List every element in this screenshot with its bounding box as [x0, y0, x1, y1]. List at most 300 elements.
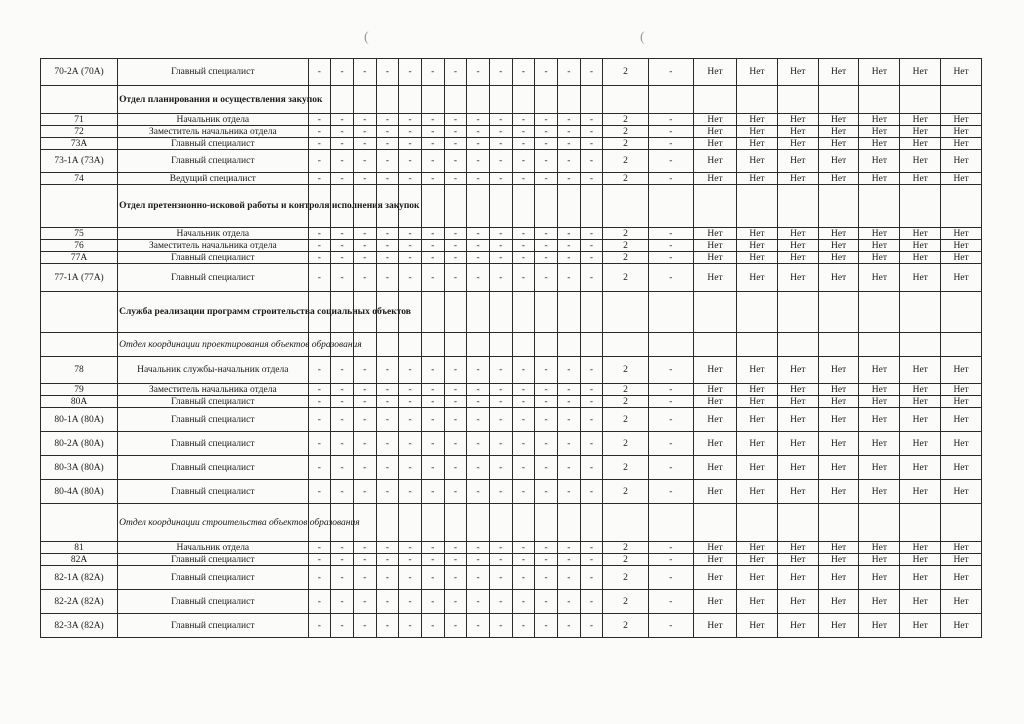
value-no-cell: Нет	[818, 114, 859, 126]
value-no-cell: Нет	[737, 384, 778, 396]
position-title: Главный специалист	[118, 590, 308, 614]
dash-cell: -	[421, 357, 444, 384]
value-no-cell: Нет	[859, 252, 900, 264]
dash-cell: -	[444, 173, 467, 185]
dash-cell: -	[535, 614, 558, 638]
value-no-cell: Нет	[737, 150, 778, 173]
dash-cell: -	[331, 228, 354, 240]
dash-cell: -	[580, 396, 603, 408]
value-no-cell: Нет	[818, 150, 859, 173]
dash-cell: -	[376, 228, 399, 240]
dash-cell: -	[648, 240, 693, 252]
value-no-cell: Нет	[900, 252, 941, 264]
position-title: Главный специалист	[118, 554, 308, 566]
dash-cell: -	[489, 357, 512, 384]
empty-cell	[777, 86, 818, 114]
value-no-cell: Нет	[900, 357, 941, 384]
value-no-cell: Нет	[818, 614, 859, 638]
dash-cell: -	[557, 264, 580, 292]
value-no-cell: Нет	[737, 408, 778, 432]
dash-cell: -	[648, 357, 693, 384]
dash-cell: -	[467, 456, 490, 480]
dash-cell: -	[353, 456, 376, 480]
table-row	[41, 252, 982, 264]
dash-cell: -	[557, 126, 580, 138]
table-row	[41, 480, 982, 504]
dash-cell: -	[308, 138, 331, 150]
dash-cell: -	[648, 264, 693, 292]
empty-cell	[900, 185, 941, 228]
value-cell: 2	[603, 114, 648, 126]
value-no-cell: Нет	[777, 138, 818, 150]
value-no-cell: Нет	[900, 240, 941, 252]
empty-cell	[941, 504, 982, 542]
dash-cell: -	[376, 432, 399, 456]
empty-cell	[859, 86, 900, 114]
dash-cell: -	[444, 480, 467, 504]
dash-cell: -	[353, 150, 376, 173]
dash-cell: -	[512, 173, 535, 185]
dash-cell: -	[489, 126, 512, 138]
dash-cell: -	[648, 566, 693, 590]
empty-cell	[693, 333, 736, 357]
empty-cell	[580, 504, 603, 542]
dash-cell: -	[376, 59, 399, 86]
dash-cell: -	[421, 126, 444, 138]
empty-cell	[603, 333, 648, 357]
dash-cell: -	[444, 456, 467, 480]
value-no-cell: Нет	[859, 228, 900, 240]
value-no-cell: Нет	[737, 554, 778, 566]
value-cell: 2	[603, 126, 648, 138]
value-no-cell: Нет	[900, 173, 941, 185]
value-no-cell: Нет	[737, 432, 778, 456]
value-no-cell: Нет	[900, 396, 941, 408]
position-title: Главный специалист	[118, 456, 308, 480]
value-no-cell: Нет	[737, 357, 778, 384]
table-row	[41, 590, 982, 614]
dash-cell: -	[648, 252, 693, 264]
dash-cell: -	[421, 252, 444, 264]
dash-cell: -	[376, 357, 399, 384]
dash-cell: -	[444, 252, 467, 264]
empty-cell	[376, 333, 399, 357]
value-no-cell: Нет	[737, 228, 778, 240]
empty-cell	[693, 86, 736, 114]
value-no-cell: Нет	[693, 173, 736, 185]
value-no-cell: Нет	[693, 126, 736, 138]
value-no-cell: Нет	[859, 357, 900, 384]
dash-cell: -	[444, 554, 467, 566]
dash-cell: -	[308, 554, 331, 566]
value-no-cell: Нет	[941, 566, 982, 590]
empty-cell	[512, 86, 535, 114]
empty-cell	[777, 504, 818, 542]
value-no-cell: Нет	[900, 554, 941, 566]
empty-cell	[818, 504, 859, 542]
empty-cell	[467, 333, 490, 357]
value-no-cell: Нет	[818, 264, 859, 292]
value-no-cell: Нет	[941, 138, 982, 150]
dash-cell: -	[308, 264, 331, 292]
dash-cell: -	[580, 480, 603, 504]
value-no-cell: Нет	[818, 480, 859, 504]
value-no-cell: Нет	[693, 432, 736, 456]
dash-cell: -	[648, 614, 693, 638]
dash-cell: -	[399, 173, 422, 185]
dash-cell: -	[421, 408, 444, 432]
dash-cell: -	[489, 138, 512, 150]
empty-cell	[859, 185, 900, 228]
dash-cell: -	[648, 590, 693, 614]
dash-cell: -	[331, 114, 354, 126]
empty-cell	[737, 185, 778, 228]
dash-cell: -	[648, 554, 693, 566]
dash-cell: -	[535, 554, 558, 566]
value-cell: 2	[603, 480, 648, 504]
value-no-cell: Нет	[777, 566, 818, 590]
dash-cell: -	[421, 566, 444, 590]
dash-cell: -	[512, 357, 535, 384]
value-cell: 2	[603, 150, 648, 173]
dash-cell: -	[512, 480, 535, 504]
empty-cell	[941, 333, 982, 357]
value-no-cell: Нет	[900, 590, 941, 614]
value-no-cell: Нет	[818, 590, 859, 614]
value-cell: 2	[603, 357, 648, 384]
position-title: Начальник отдела	[118, 542, 308, 554]
dash-cell: -	[421, 59, 444, 86]
dash-cell: -	[399, 150, 422, 173]
empty-cell	[376, 504, 399, 542]
value-no-cell: Нет	[693, 542, 736, 554]
value-no-cell: Нет	[900, 228, 941, 240]
value-no-cell: Нет	[941, 456, 982, 480]
dash-cell: -	[399, 59, 422, 86]
table-row	[41, 114, 982, 126]
dash-cell: -	[353, 173, 376, 185]
dash-cell: -	[376, 456, 399, 480]
value-no-cell: Нет	[777, 408, 818, 432]
dash-cell: -	[512, 384, 535, 396]
value-cell: 2	[603, 456, 648, 480]
value-no-cell: Нет	[941, 59, 982, 86]
value-no-cell: Нет	[777, 554, 818, 566]
dash-cell: -	[580, 554, 603, 566]
empty-cell	[467, 86, 490, 114]
dash-cell: -	[512, 114, 535, 126]
dash-cell: -	[308, 480, 331, 504]
dash-cell: -	[648, 150, 693, 173]
dash-cell: -	[331, 542, 354, 554]
dash-cell: -	[399, 480, 422, 504]
position-title: Ведущий специалист	[118, 173, 308, 185]
value-cell: 2	[603, 396, 648, 408]
dash-cell: -	[353, 396, 376, 408]
value-no-cell: Нет	[859, 264, 900, 292]
table-row	[41, 228, 982, 240]
dash-cell: -	[648, 173, 693, 185]
value-no-cell: Нет	[693, 264, 736, 292]
dash-cell: -	[512, 138, 535, 150]
position-title: Заместитель начальника отдела	[118, 384, 308, 396]
dash-cell: -	[489, 59, 512, 86]
dash-cell: -	[399, 114, 422, 126]
table-row	[41, 396, 982, 408]
empty-cell	[900, 86, 941, 114]
position-title: Главный специалист	[118, 264, 308, 292]
empty-cell	[489, 504, 512, 542]
empty-cell	[444, 333, 467, 357]
dash-cell: -	[399, 590, 422, 614]
section-row	[41, 86, 982, 114]
dash-cell: -	[376, 480, 399, 504]
dash-cell: -	[308, 614, 331, 638]
value-cell: 2	[603, 252, 648, 264]
dash-cell: -	[353, 126, 376, 138]
dash-cell: -	[444, 614, 467, 638]
table-row	[41, 432, 982, 456]
dash-cell: -	[421, 480, 444, 504]
dash-cell: -	[444, 264, 467, 292]
dash-cell: -	[535, 566, 558, 590]
empty-cell	[512, 292, 535, 333]
dash-cell: -	[421, 264, 444, 292]
dash-cell: -	[557, 252, 580, 264]
position-title: Главный специалист	[118, 396, 308, 408]
value-no-cell: Нет	[737, 614, 778, 638]
value-no-cell: Нет	[900, 614, 941, 638]
empty-cell	[444, 504, 467, 542]
empty-cell	[512, 504, 535, 542]
dash-cell: -	[376, 138, 399, 150]
dash-cell: -	[353, 554, 376, 566]
value-no-cell: Нет	[693, 590, 736, 614]
table-row	[41, 59, 982, 86]
dash-cell: -	[535, 228, 558, 240]
value-no-cell: Нет	[693, 396, 736, 408]
dash-cell: -	[421, 138, 444, 150]
position-title: Заместитель начальника отдела	[118, 126, 308, 138]
value-no-cell: Нет	[941, 126, 982, 138]
dash-cell: -	[648, 126, 693, 138]
dash-cell: -	[331, 126, 354, 138]
dash-cell: -	[557, 566, 580, 590]
value-no-cell: Нет	[693, 554, 736, 566]
value-no-cell: Нет	[818, 432, 859, 456]
dash-cell: -	[467, 114, 490, 126]
empty-cell	[818, 292, 859, 333]
dash-cell: -	[376, 240, 399, 252]
value-no-cell: Нет	[900, 566, 941, 590]
value-no-cell: Нет	[859, 566, 900, 590]
dash-cell: -	[308, 150, 331, 173]
dash-cell: -	[535, 480, 558, 504]
dash-cell: -	[467, 264, 490, 292]
position-number: 78	[41, 357, 118, 384]
dash-cell: -	[512, 566, 535, 590]
staff-table	[40, 58, 982, 638]
position-number: 80А	[41, 396, 118, 408]
dash-cell: -	[444, 432, 467, 456]
value-no-cell: Нет	[777, 59, 818, 86]
dash-cell: -	[648, 114, 693, 126]
empty-cell	[693, 504, 736, 542]
position-number	[41, 504, 118, 542]
value-no-cell: Нет	[859, 150, 900, 173]
department-title: Отдел координации строительства объектов образования	[118, 504, 308, 542]
dash-cell: -	[489, 590, 512, 614]
table-row	[41, 264, 982, 292]
dash-cell: -	[444, 542, 467, 554]
dash-cell: -	[512, 264, 535, 292]
value-no-cell: Нет	[818, 554, 859, 566]
dash-cell: -	[308, 456, 331, 480]
table-row	[41, 240, 982, 252]
empty-cell	[512, 333, 535, 357]
value-no-cell: Нет	[737, 240, 778, 252]
value-no-cell: Нет	[859, 542, 900, 554]
value-no-cell: Нет	[941, 480, 982, 504]
dash-cell: -	[557, 408, 580, 432]
dash-cell: -	[535, 138, 558, 150]
empty-cell	[648, 292, 693, 333]
dash-cell: -	[489, 554, 512, 566]
value-no-cell: Нет	[818, 566, 859, 590]
dash-cell: -	[648, 228, 693, 240]
empty-cell	[467, 504, 490, 542]
dash-cell: -	[376, 173, 399, 185]
value-no-cell: Нет	[777, 228, 818, 240]
value-no-cell: Нет	[818, 240, 859, 252]
dash-cell: -	[580, 357, 603, 384]
value-no-cell: Нет	[941, 590, 982, 614]
value-no-cell: Нет	[777, 432, 818, 456]
value-no-cell: Нет	[941, 252, 982, 264]
table-row	[41, 138, 982, 150]
dash-cell: -	[648, 456, 693, 480]
dash-cell: -	[308, 240, 331, 252]
dash-cell: -	[489, 614, 512, 638]
value-no-cell: Нет	[693, 384, 736, 396]
empty-cell	[444, 185, 467, 228]
dash-cell: -	[489, 396, 512, 408]
dash-cell: -	[535, 396, 558, 408]
empty-cell	[900, 504, 941, 542]
dash-cell: -	[467, 150, 490, 173]
dash-cell: -	[489, 480, 512, 504]
value-no-cell: Нет	[693, 357, 736, 384]
empty-cell	[512, 185, 535, 228]
dash-cell: -	[444, 396, 467, 408]
dash-cell: -	[467, 173, 490, 185]
dash-cell: -	[376, 590, 399, 614]
dash-cell: -	[467, 138, 490, 150]
value-cell: 2	[603, 264, 648, 292]
position-number: 77А	[41, 252, 118, 264]
position-title: Главный специалист	[118, 566, 308, 590]
value-no-cell: Нет	[818, 357, 859, 384]
dash-cell: -	[489, 264, 512, 292]
value-no-cell: Нет	[941, 264, 982, 292]
position-number: 74	[41, 173, 118, 185]
table-row	[41, 173, 982, 185]
dash-cell: -	[308, 590, 331, 614]
empty-cell	[648, 185, 693, 228]
value-no-cell: Нет	[941, 408, 982, 432]
empty-cell	[693, 292, 736, 333]
value-no-cell: Нет	[859, 114, 900, 126]
value-no-cell: Нет	[737, 264, 778, 292]
dash-cell: -	[421, 240, 444, 252]
dash-cell: -	[308, 173, 331, 185]
position-number: 79	[41, 384, 118, 396]
value-no-cell: Нет	[777, 252, 818, 264]
dash-cell: -	[489, 384, 512, 396]
position-number	[41, 292, 118, 333]
value-no-cell: Нет	[859, 138, 900, 150]
table-row	[41, 408, 982, 432]
dash-cell: -	[399, 252, 422, 264]
position-title: Главный специалист	[118, 150, 308, 173]
dash-cell: -	[557, 138, 580, 150]
empty-cell	[557, 333, 580, 357]
dash-cell: -	[557, 480, 580, 504]
dash-cell: -	[331, 59, 354, 86]
dash-cell: -	[535, 456, 558, 480]
value-no-cell: Нет	[941, 114, 982, 126]
dash-cell: -	[376, 126, 399, 138]
value-no-cell: Нет	[818, 408, 859, 432]
dash-cell: -	[331, 264, 354, 292]
dash-cell: -	[353, 240, 376, 252]
dash-cell: -	[353, 590, 376, 614]
dash-cell: -	[353, 264, 376, 292]
empty-cell	[603, 504, 648, 542]
empty-cell	[489, 185, 512, 228]
dash-cell: -	[353, 384, 376, 396]
dash-cell: -	[399, 240, 422, 252]
empty-cell	[859, 333, 900, 357]
value-no-cell: Нет	[859, 240, 900, 252]
dash-cell: -	[580, 614, 603, 638]
dash-cell: -	[308, 114, 331, 126]
empty-cell	[693, 185, 736, 228]
empty-cell	[580, 86, 603, 114]
dash-cell: -	[399, 126, 422, 138]
dash-cell: -	[353, 357, 376, 384]
value-no-cell: Нет	[941, 384, 982, 396]
dash-cell: -	[444, 114, 467, 126]
position-number: 80-1А (80А)	[41, 408, 118, 432]
value-no-cell: Нет	[777, 126, 818, 138]
empty-cell	[535, 185, 558, 228]
dash-cell: -	[580, 542, 603, 554]
dash-cell: -	[489, 252, 512, 264]
value-no-cell: Нет	[859, 59, 900, 86]
dash-cell: -	[308, 566, 331, 590]
dash-cell: -	[353, 432, 376, 456]
dash-cell: -	[376, 264, 399, 292]
position-number: 80-2А (80А)	[41, 432, 118, 456]
dash-cell: -	[331, 357, 354, 384]
dash-cell: -	[376, 408, 399, 432]
position-title: Главный специалист	[118, 480, 308, 504]
value-no-cell: Нет	[737, 542, 778, 554]
dash-cell: -	[353, 542, 376, 554]
dash-cell: -	[467, 384, 490, 396]
dash-cell: -	[376, 114, 399, 126]
